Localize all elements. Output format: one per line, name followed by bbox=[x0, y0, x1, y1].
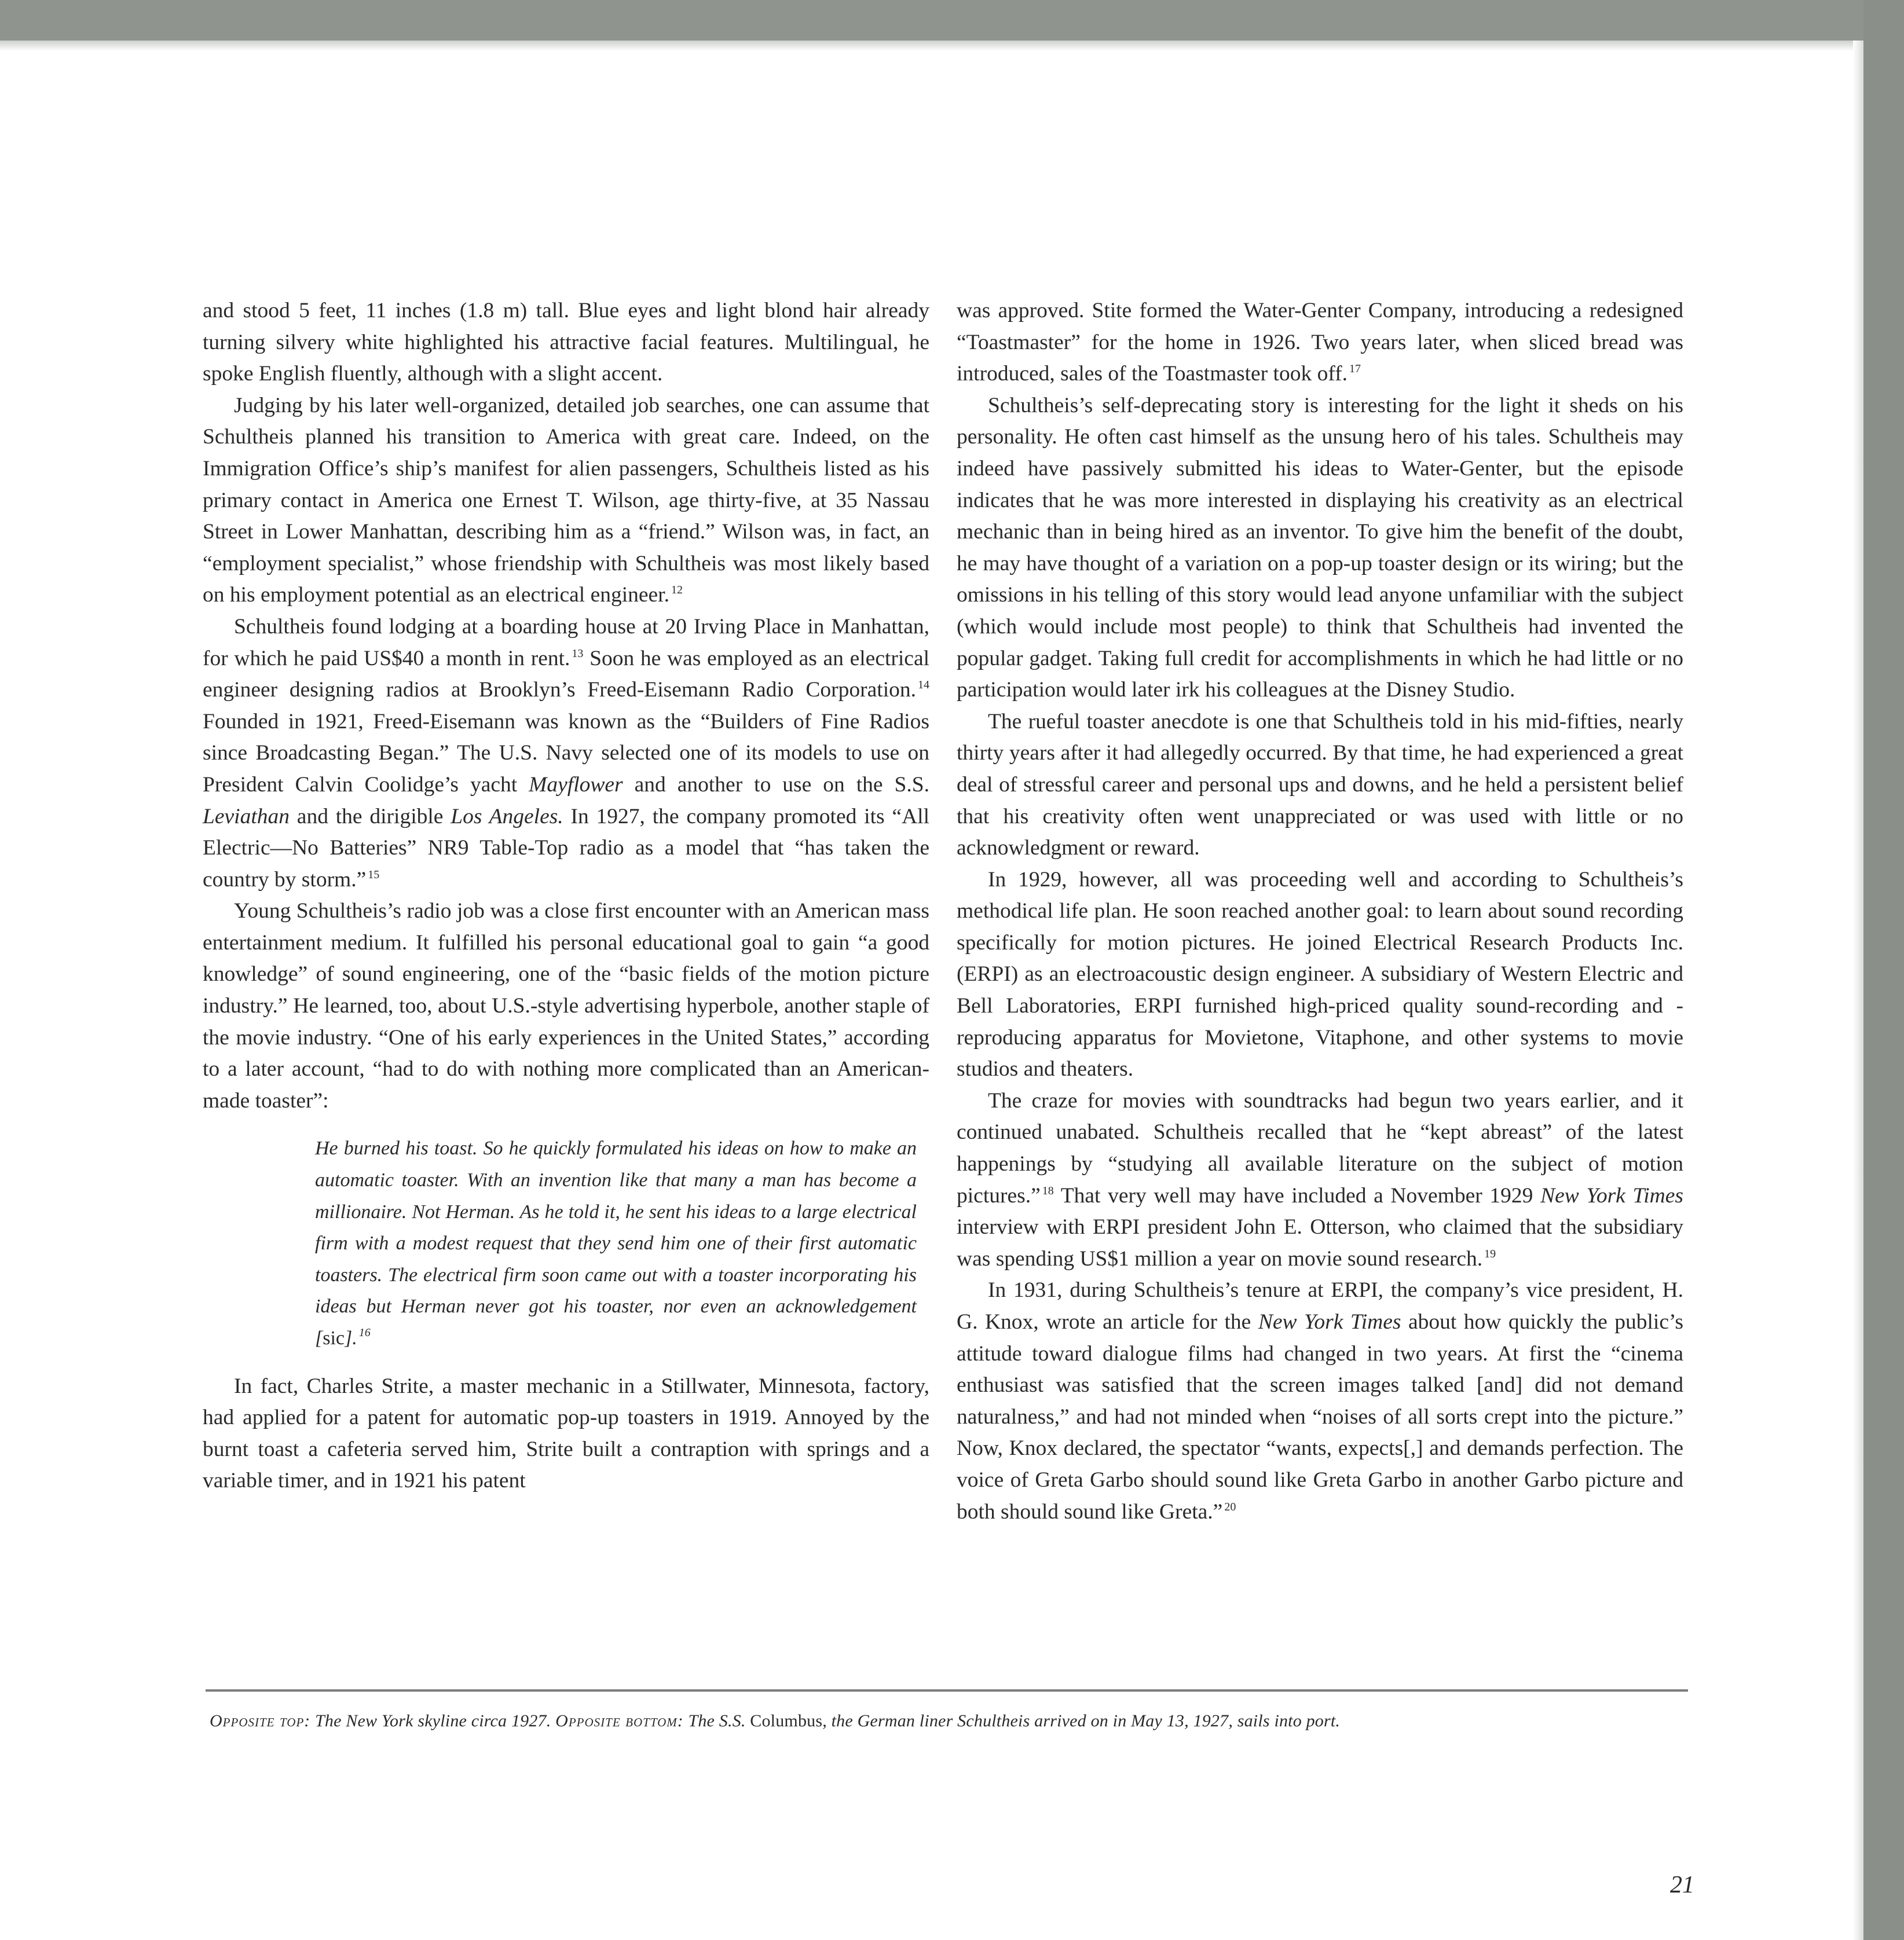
right-paragraph-4: In 1929, however, all was proceeding well and according to Schultheis’s methodical life plan. He soon reached another goal: to learn about sound recording specifically for motion pictures. He joined Electrical Research Products Inc. (ERPI) as an electroacoustic design engineer. A subsidiary of Western Electric and Bell Laboratories, ERPI furnished high-priced quality sound-recording and -reproducing apparatus for Movietone, Vitaphone, and other systems to movie studios and theaters. bbox=[957, 867, 1683, 1081]
right-paragraph-2: Schultheis’s self-deprecating story is interesting for the light it sheds on his personality. He often cast himself as the unsung hero of his tales. Schultheis may indeed have passively submitted his ideas to Water-Genter, but the episode indicates that he was more interested in displaying his creativity as an electrical mechanic than in being hired as an inventor. To give him the benefit of the doubt, he may have thought of a variation on a pop-up toaster design or its wiring; but the omissions in his telling of this story would lead anyone unfamiliar with the subject (which would include most people) to think that Schultheis had invented the popular gadget. Taking full credit for accomplishments in which he had little or no participation would later irk his colleagues at the Disney Studio. bbox=[957, 393, 1683, 702]
footnote-marker: 19 bbox=[1484, 1247, 1496, 1260]
page-number: 21 bbox=[1670, 1872, 1694, 1898]
left-paragraph-5: In fact, Charles Strite, a master mechanic in a Stillwater, Minnesota, factory, had applied for a patent for automatic pop-up toasters in 1919. Annoyed by the burnt toast a cafeteria served him, Strite built a contraption with springs and a variable timer, and in 1921 his patent bbox=[203, 1374, 929, 1493]
footnote-marker: 12 bbox=[671, 584, 683, 597]
block-quote-text: He burned his toast. So he quickly formulated his ideas on how to make an automatic toaster. With an invention like that many a man has become a millionaire. Not Herman. As he told it, he sent his ideas to a large electrical firm with a modest request that they send him one of their first automatic toasters. The electrical firm soon came out with a toaster incorporating his ideas but Herman never got his toaster, nor even an acknowledgement [sic]. $^{16}$ bbox=[315, 1138, 917, 1349]
ship-name: Leviathan bbox=[203, 804, 290, 828]
scan-border-right-fade bbox=[1853, 41, 1863, 1940]
left-paragraph-4: Young Schultheis’s radio job was a close first encounter with an American mass entertainment medium. It fulfilled his personal educational goal to gain “a good knowledge” of sound engineering, one of the “basic fields of the motion picture industry.” He learned, too, about U.S.-style advertising hyperbole, another staple of the movie industry. “One of his early experiences in the United States,” according to a later account, “had to do with nothing more complicated than an American-made toaster”: bbox=[203, 899, 929, 1113]
footnote-marker: 14 bbox=[918, 679, 929, 692]
footnote-marker: 15 bbox=[368, 868, 380, 881]
caption-ship-name: Columbus, bbox=[750, 1711, 827, 1730]
left-paragraph-2: Judging by his later well-organized, detailed job searches, one can assume that Schultheis planned his transition to America with great care. Indeed, on the Immigration Office’s ship’s manifest for alien passengers, Schultheis listed as his primary contact in America one Ernest T. Wilson, age thirty-five, at 35 Nassau Street in Lower Manhattan, describing him as a “friend.” Wilson was, in fact, an “employment specialist,” whose friendship with Schultheis was most likely based on his employment potential as an electrical engineer. $^{12}$ bbox=[203, 393, 929, 607]
ship-name: Mayflower bbox=[529, 772, 623, 797]
scan-border-top-fade bbox=[0, 41, 1904, 51]
right-column bbox=[957, 295, 1683, 1528]
footnote-marker: 20 bbox=[1224, 1500, 1236, 1513]
left-column bbox=[203, 295, 929, 1497]
dirigible-name: Los Angeles. bbox=[451, 804, 563, 828]
scan-border-right bbox=[1863, 0, 1904, 1940]
caption-divider bbox=[206, 1689, 1688, 1692]
right-paragraph-5: The craze for movies with soundtracks had begun two years earlier, and it continued unabated. Schultheis recalled that he “kept abreast” of the latest happenings by “studying all available literature on the subject of motion pictures.” $^{18}$ That very well may have included a November 1929 New York Times interview with ERPI president John E. Otterson, who claimed that the subsidiary was spending US$1 million a year on movie sound research. $^{19}$ bbox=[957, 1088, 1683, 1271]
newspaper-name: New York Times bbox=[1258, 1310, 1401, 1334]
caption-label-top: Opposite top: bbox=[210, 1711, 311, 1730]
scan-border-top bbox=[0, 0, 1904, 41]
block-quote bbox=[315, 1133, 917, 1354]
caption-label-bottom: Opposite bottom: bbox=[555, 1711, 684, 1730]
right-paragraph-3: The rueful toaster anecdote is one that Schultheis told in his mid-fifties, nearly thirty years after it had allegedly occurred. By that time, he had experienced a great deal of stressful career and personal ups and downs, and he held a persistent belief that his creativity often went unappreciated or was used with little or no acknowledgment or reward. bbox=[957, 709, 1683, 860]
right-paragraph-1: was approved. Stite formed the Water-Genter Company, introducing a redesigned “Toastmaster” for the home in 1926. Two years later, when sliced bread was introduced, sales of the Toastmaster took off. $^{17}$ bbox=[957, 299, 1683, 386]
right-paragraph-6: In 1931, during Schultheis’s tenure at ERPI, the company’s vice president, H. G. Knox, wrote an article for the New York Times about how quickly the public’s attitude toward dialogue films had changed in two years. At first the “cinema enthusiast was satisfied that the screen images talked [and] did not demand naturalness,” and had not minded when “noises of all sorts crept into the picture.” Now, Knox declared, the spectator “wants, expects[,] and demands perfection. The voice of Greta Garbo should sound like Greta Garbo in another Garbo picture and both should sound like Greta.” $^{20}$ bbox=[957, 1278, 1683, 1524]
left-paragraph-3: Schultheis found lodging at a boarding house at 20 Irving Place in Manhattan, for which he paid US$40 a month in rent. $^{13}$ Soon he was employed as an electrical engineer designing radios at Brooklyn’s Freed-Eisemann Radio Corporation. $^{14}$ Founded in 1921, Freed-Eisemann was known as the “Builders of Fine Radios since Broadcasting Began.” The U.S. Navy selected one of its models to use on President Calvin Coolidge’s yacht Mayflower and another to use on the S.S. Leviathan and the dirigible Los Angeles. In 1927, the company promoted its “All Electric—No Batteries” NR9 Table-Top radio as a model that “has taken the country by storm.” $^{15}$ bbox=[203, 614, 930, 892]
newspaper-name: New York Times bbox=[1540, 1183, 1683, 1208]
footnote-marker: 16 bbox=[358, 1326, 371, 1339]
photo-caption: Opposite top: The New York skyline circa 1927. Opposite bottom: The S.S. Columbus, the German liner Schultheis arrived on in May 13, 1927, sails into port. bbox=[210, 1711, 1341, 1730]
footnote-marker: 18 bbox=[1042, 1184, 1054, 1197]
footnote-marker: 17 bbox=[1349, 362, 1361, 376]
left-paragraph-1: and stood 5 feet, 11 inches (1.8 m) tall. Blue eyes and light blond hair already turning silvery white highlighted his attractive facial features. Multilingual, he spoke English fluently, although with a slight accent. bbox=[203, 299, 929, 386]
footnote-marker: 13 bbox=[572, 647, 584, 660]
